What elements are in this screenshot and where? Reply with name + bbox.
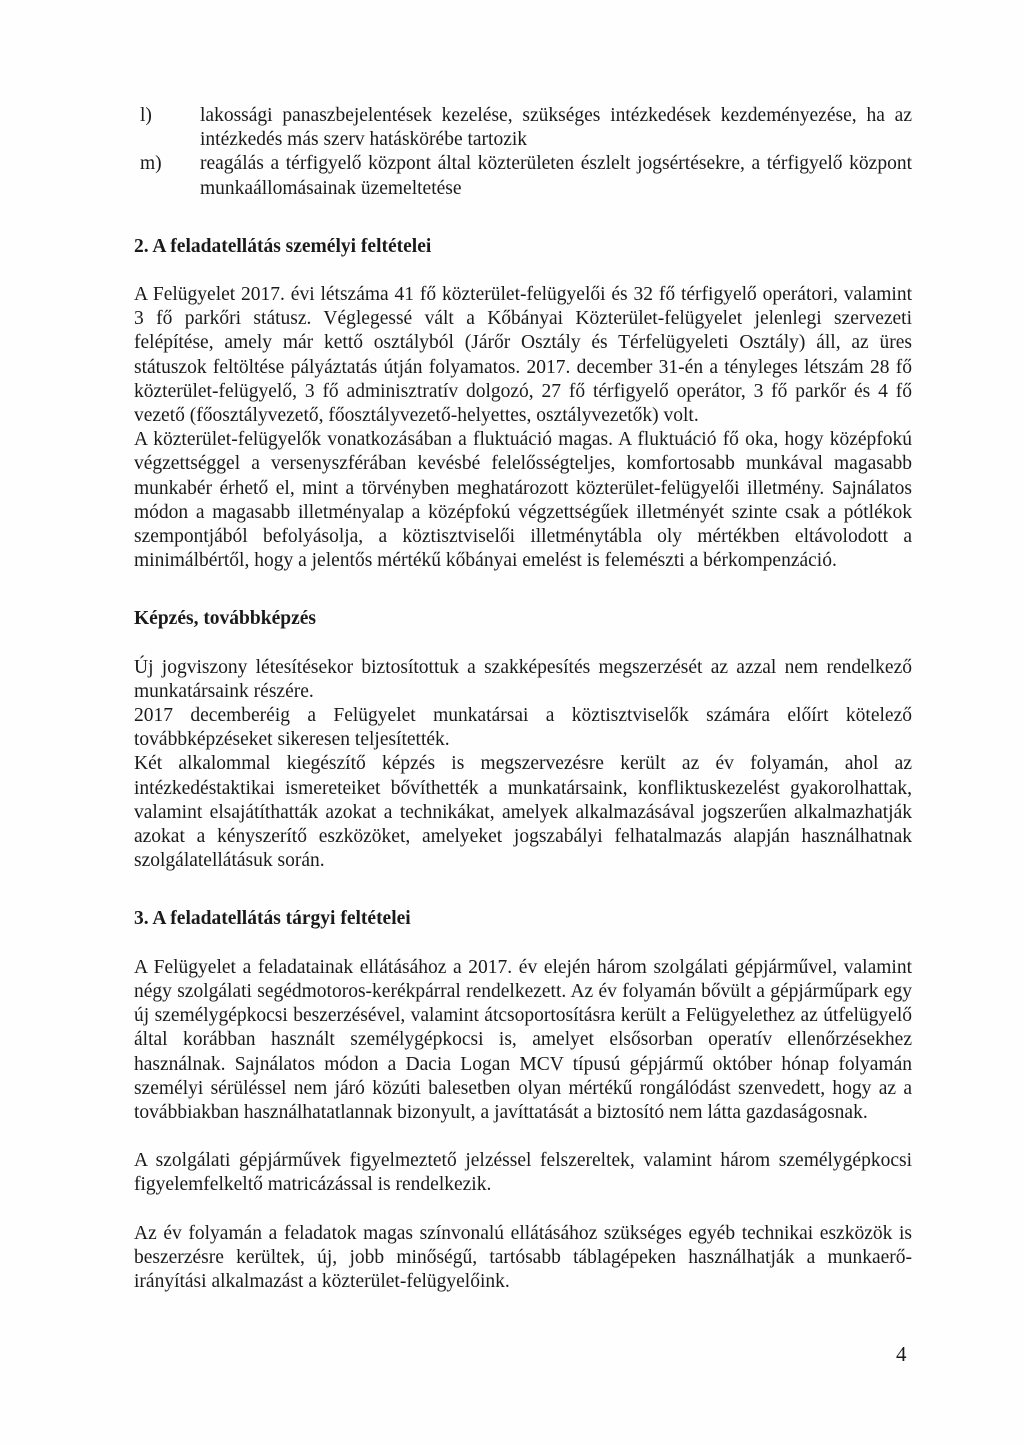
list-item-m — [134, 152, 912, 200]
section-2-paragraph-2: A közterület-felügyelők vonatkozásában a fluktuáció magas. A fluktuáció fő oka, hogy középfokú végzettséggel a versenyszférában kevésbé felelősségteljes, komfortosabb munkával magasabb munkabér érhető el, mint a törvényben meghatározott közterület-felügyelői illetmény. Sajnálatos módon a magasabb illetményalap a középfokú végzettségűek illetményét szinte csak a pótlékok szempontjából befolyásolja, a köztisztviselői illetménytábla oly mértékben eltávolodott a minimálbértől, hogy a jelentős mértékű kőbányai emelést is felemészti a bérkompenzáció. — [134, 429, 912, 572]
section-2-heading: 2. A feladatellátás személyi feltételei — [134, 235, 432, 257]
section-3-paragraph-3: Az év folyamán a feladatok magas színvonalú ellátásához szükséges egyéb technikai eszközök is beszerzésre kerültek, új, jobb minőségű, tartósabb táblagépeken használhatják a munkaerő-irányítási alkalmazást a közterület-felügyelőink. — [134, 1222, 912, 1292]
list-marker: m) — [140, 153, 162, 175]
section-3-heading: 3. A feladatellátás tárgyi feltételei — [134, 908, 411, 930]
section-3-paragraph-1: A Felügyelet a feladatainak ellátásához a 2017. év elején három szolgálati gépjárművel, valamint négy szolgálati segédmotoros-kerékpárral rendelkezett. Az év folyamán bővült a gépjárműpark egy új személygépkocsi beszerzésével, valamint átcsoportosításra került a Felügyelethez az útfelügyelő által korábban használt személygépkocsi is, amelyet elsősorban operatív ellenőrzésekhez használnak. Sajnálatos módon a Dacia Logan MCV típusú gépjármű október hónap folyamán személyi sérüléssel nem járó közúti balesetben olyan mértékű rongálódást szenvedett, hogy az a továbbiakban használhatatlannak bizonyult, a javíttatását a biztosító nem látta gazdaságosnak. — [134, 956, 912, 1123]
task-list — [134, 104, 912, 201]
list-item-l — [134, 104, 912, 152]
list-item-text: reagálás a térfigyelő központ által közterületen észlelt jogsértésekre, a térfigyelő központ munkaállomásainak üzemeltetése — [200, 153, 912, 199]
training-heading: Képzés, továbbképzés — [134, 608, 316, 630]
page-content — [134, 104, 912, 1294]
section-2-paragraph-1: A Felügyelet 2017. évi létszáma 41 fő közterület-felügyelői és 32 fő térfigyelő operátori, valamint 3 fő parkőri státusz. Véglegessé vált a Kőbányai Közterület-felügyelet jelenlegi szervezeti felépítése, amely már kettő osztályból (Járőr Osztály és Térfelügyeleti Osztály) áll, az üres státuszok feltöltése pályáztatás útján folyamatos. 2017. december 31-én a tényleges létszám 28 fő közterület-felügyelő, 3 fő adminisztratív dolgozó, 27 fő térfigyelő operátor, 3 fő parkőr és 4 fő vezető (főosztályvezető, főosztályvezető-helyettes, osztályvezetők) volt. — [134, 284, 912, 427]
section-3-paragraph-2: A szolgálati gépjárművek figyelmeztető jelzéssel felszereltek, valamint három személygépkocsi figyelemfelkeltő matricázással is rendelkezik. — [134, 1150, 912, 1196]
list-item-text: lakossági panaszbejelentések kezelése, szükséges intézkedések kezdeményezése, ha az intézkedés más szerv hatáskörébe tartozik — [200, 105, 912, 151]
page-number: 4 — [896, 1342, 907, 1366]
list-marker: l) — [140, 105, 152, 126]
training-paragraph-3: Két alkalommal kiegészítő képzés is megszervezésre került az év folyamán, ahol az intézkedéstaktikai ismereteiket bővíthették a munkatársaink, konfliktuskezelést gyakorolhattak, valamint elsajátíthatták azokat a technikákat, amelyek alkalmazásával jogszerűen alkalmazhatják azokat a kényszerítő eszközöket, amelyeket jogszabályi felhatalmazás alapján használhatnak szolgálatellátásuk során. — [134, 753, 912, 872]
training-paragraph-2: 2017 decemberéig a Felügyelet munkatársai a köztisztviselők számára előírt kötelező továbbképzéseket sikeresen teljesítették. — [134, 705, 912, 751]
training-paragraph-1: Új jogviszony létesítésekor biztosítottuk a szakképesítés megszerzését az azzal nem rendelkező munkatársaink részére. — [134, 656, 912, 702]
